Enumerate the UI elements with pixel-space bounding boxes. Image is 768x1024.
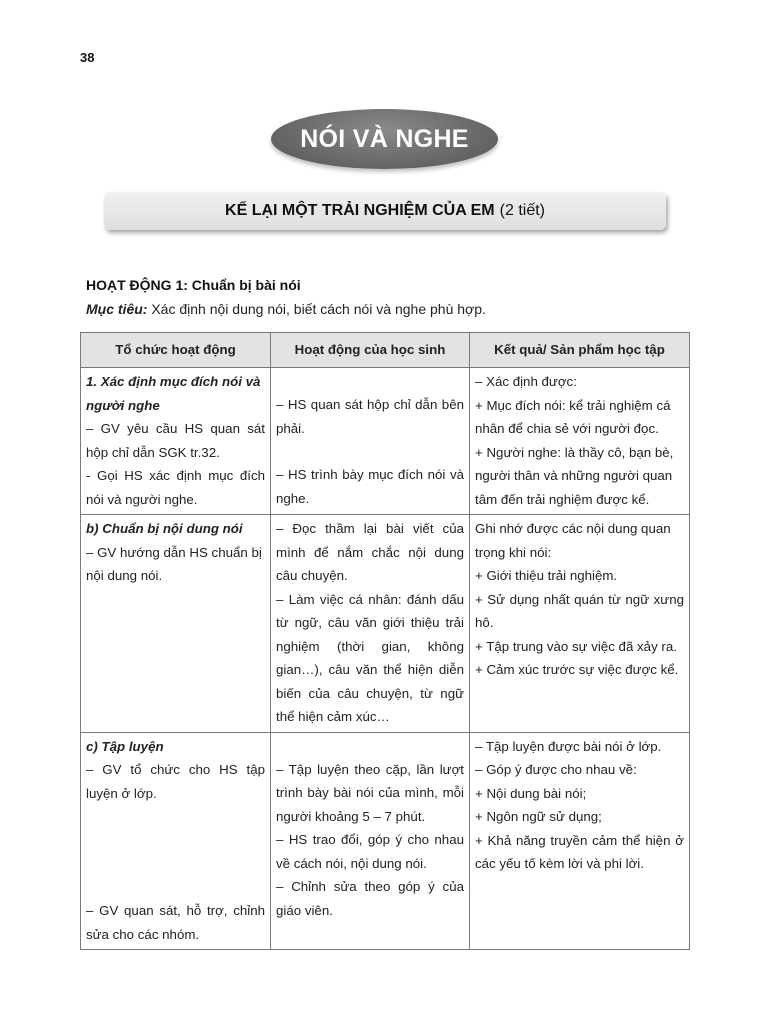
activity-table bbox=[80, 332, 690, 950]
section-title: NÓI VÀ NGHE bbox=[271, 109, 498, 169]
cell-line: – Tập luyện theo cặp, lần lượt trình bày bài nói của mình, mỗi người khoảng 5 – 7 phút. bbox=[276, 761, 464, 824]
cell-line: – HS quan sát hộp chỉ dẫn bên phải. bbox=[276, 397, 464, 436]
cell-line: – GV yêu cầu HS quan sát hộp chỉ dẫn SGK tr.32. bbox=[86, 421, 265, 460]
cell-line: – Tập luyện được bài nói ở lớp. bbox=[475, 738, 662, 754]
row-section-title: c) Tập luyện bbox=[86, 738, 164, 754]
cell-line: – Làm việc cá nhân: đánh dấu từ ngữ, câu văn giới thiệu trải nghiệm (thời gian, không gian…), câu văn thể hiện diễn biến của câu chuyện, từ ngữ thể hiện cảm xúc… bbox=[276, 591, 464, 724]
cell-line: + Nội dung bài nói; bbox=[475, 785, 587, 801]
table-row bbox=[81, 368, 690, 515]
cell-result bbox=[470, 515, 690, 733]
cell-line: + Khả năng truyền cảm thể hiện ở các yếu tố kèm lời và phi lời. bbox=[475, 832, 684, 871]
lesson-duration: (2 tiết) bbox=[499, 202, 545, 219]
table-row bbox=[81, 732, 690, 950]
objective-line bbox=[86, 301, 486, 317]
cell-line: Ghi nhớ được các nội dung quan trọng khi nói: bbox=[475, 521, 671, 560]
header-result: Kết quả/ Sản phẩm học tập bbox=[470, 333, 690, 368]
cell-line: – GV quan sát, hỗ trợ, chỉnh sửa cho các nhóm. bbox=[86, 903, 265, 942]
header-organization: Tổ chức hoạt động bbox=[81, 333, 271, 368]
cell-line: + Tập trung vào sự việc đã xảy ra. bbox=[475, 638, 677, 654]
row-section-title: 1. Xác định mục đích nói và người nghe bbox=[86, 374, 261, 413]
cell-line: – Xác định được: bbox=[475, 374, 577, 389]
table-row bbox=[81, 515, 690, 733]
objective-text: Xác định nội dung nói, biết cách nói và nghe phù hợp. bbox=[151, 301, 486, 317]
table-header-row bbox=[81, 333, 690, 368]
cell-line: – Chỉnh sửa theo góp ý của giáo viên. bbox=[276, 879, 464, 918]
cell-line: – GV tổ chức cho HS tập luyện ở lớp. bbox=[86, 762, 265, 801]
row-section-title: b) Chuẩn bị nội dung nói bbox=[86, 521, 243, 536]
header-student-activity: Hoạt động của học sinh bbox=[271, 333, 470, 368]
activity-heading: HOẠT ĐỘNG 1: Chuẩn bị bài nói bbox=[86, 277, 301, 293]
cell-student-activity bbox=[271, 732, 470, 950]
cell-line: – Đọc thầm lại bài viết của mình để nắm chắc nội dung câu chuyện. bbox=[276, 521, 464, 583]
cell-student-activity bbox=[271, 515, 470, 733]
cell-organization bbox=[81, 368, 271, 515]
page-number: 38 bbox=[80, 50, 95, 65]
cell-organization bbox=[81, 732, 271, 950]
cell-line: - Gọi HS xác định mục đích nói và người nghe. bbox=[86, 468, 265, 507]
cell-line: – HS trao đổi, góp ý cho nhau về cách nói, nội dung nói. bbox=[276, 832, 464, 871]
cell-line: – HS trình bày mục đích nói và nghe. bbox=[276, 467, 464, 506]
cell-line: + Cảm xúc trước sự việc được kể. bbox=[475, 662, 679, 677]
cell-line: + Ngôn ngữ sử dụng; bbox=[475, 809, 602, 824]
lesson-title: KỂ LẠI MỘT TRẢI NGHIỆM CỦA EM bbox=[225, 202, 495, 219]
cell-line: + Người nghe: là thầy cô, bạn bè, người thân và những người quan tâm đến trải nghiệm được kể. bbox=[475, 444, 674, 507]
cell-result bbox=[470, 368, 690, 515]
cell-line: + Sử dụng nhất quán từ ngữ xưng hô. bbox=[475, 591, 684, 630]
lesson-banner bbox=[104, 192, 666, 230]
cell-student-activity bbox=[271, 368, 470, 515]
cell-organization bbox=[81, 515, 271, 733]
cell-line: – GV hướng dẫn HS chuẩn bị nội dung nói. bbox=[86, 544, 262, 583]
cell-line: + Giới thiệu trải nghiệm. bbox=[475, 568, 618, 583]
cell-line: + Mục đích nói: kể trải nghiệm cá nhân để chia sẻ với người đọc. bbox=[475, 397, 671, 436]
cell-line: – Góp ý được cho nhau về: bbox=[475, 762, 637, 777]
cell-result bbox=[470, 732, 690, 950]
objective-label: Mục tiêu: bbox=[86, 301, 148, 317]
